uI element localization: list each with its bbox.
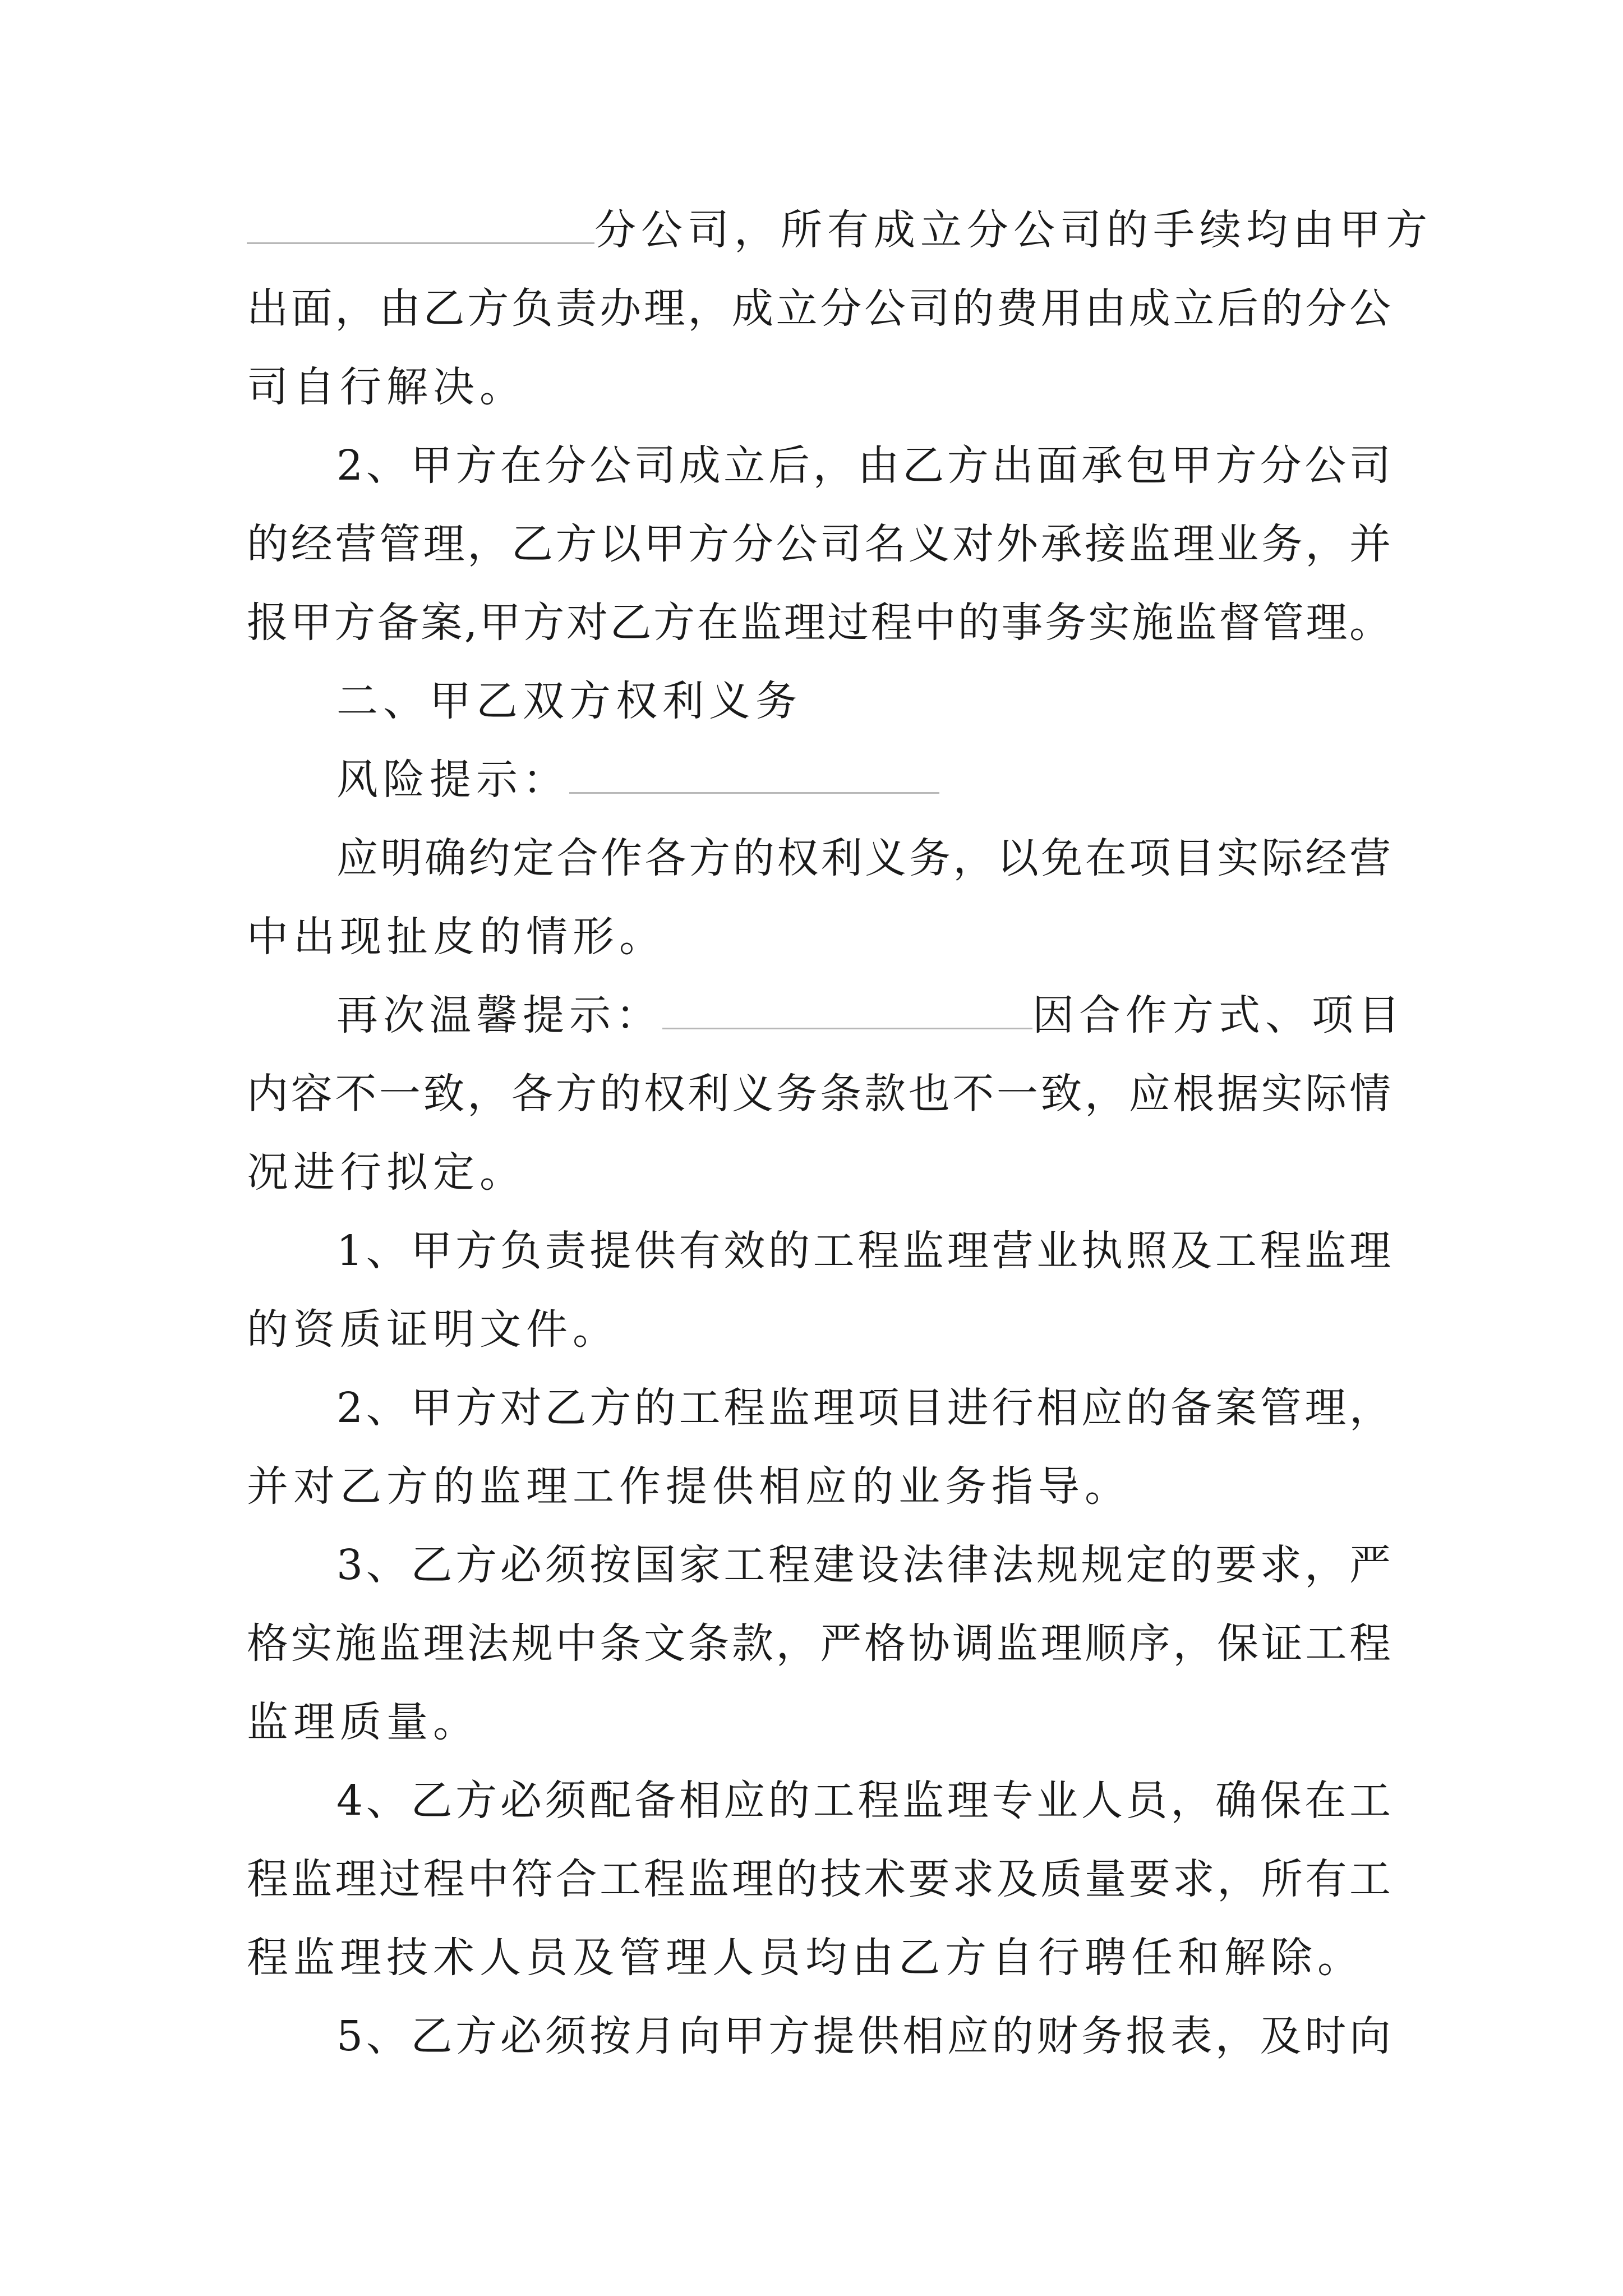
paragraph-line: 2、甲方对乙方的工程监理项目进行相应的备案管理， [336,1384,1391,1432]
fill-in-blank[interactable] [247,209,594,244]
paragraph-line: 4、乙方必须配备相应的工程监理专业人员，确保在工 [336,1777,1391,1825]
paragraph-line: 1、甲方负责提供有效的工程监理营业执照及工程监理 [336,1227,1391,1275]
paragraph-line: 司自行解决。 [247,363,526,411]
paragraph-line: 应明确约定合作各方的权利义务，以免在项目实际经营 [336,834,1391,882]
line-text: 因合作方式、项目 [1032,991,1405,1039]
paragraph-line: 3、乙方必须按国家工程建设法律法规规定的要求，严 [336,1541,1391,1589]
paragraph-line: 5、乙方必须按月向甲方提供相应的财务报表，及时向 [336,2012,1391,2060]
line-text: 分公司，所有成立分公司的手续均由甲方 [594,206,1432,254]
fill-in-blank[interactable] [662,994,1032,1029]
paragraph-line: 报甲方备案,甲方对乙方在监理过程中的事务实施监督管理。 [247,599,1391,647]
paragraph-line: 内容不一致，各方的权利义务条款也不一致，应根据实际情 [247,1070,1391,1118]
paragraph-line: 程监理技术人员及管理人员均由乙方自行聘任和解除。 [247,1934,1364,1982]
section-heading: 二、甲乙双方权利义务 [336,677,802,725]
risk-tip-line [336,752,939,808]
paragraph-line: 况进行拟定。 [247,1148,526,1197]
fill-in-blank[interactable] [569,758,939,794]
reminder-label: 再次温馨提示： [336,991,662,1039]
paragraph-line: 并对乙方的监理工作提供相应的业务指导。 [247,1462,1131,1511]
paragraph-line: 2、甲方在分公司成立后，由乙方出面承包甲方分公司 [336,441,1391,490]
paragraph-line: 格实施监理法规中条文条款，严格协调监理顺序，保证工程 [247,1619,1391,1668]
paragraph-line: 的经营管理，乙方以甲方分公司名义对外承接监理业务，并 [247,520,1391,568]
risk-tip-label: 风险提示： [336,756,569,804]
reminder-line [336,987,1405,1043]
paragraph-line: 监理质量。 [247,1698,479,1746]
paragraph-line: 的资质证明文件。 [247,1305,619,1354]
paragraph-line: 出面，由乙方负责办理，成立分公司的费用由成立后的分公 [247,284,1391,333]
paragraph-line: 程监理过程中符合工程监理的技术要求及质量要求，所有工 [247,1855,1391,1903]
paragraph-line: 中出现扯皮的情形。 [247,913,666,961]
paragraph-line [247,202,1432,258]
